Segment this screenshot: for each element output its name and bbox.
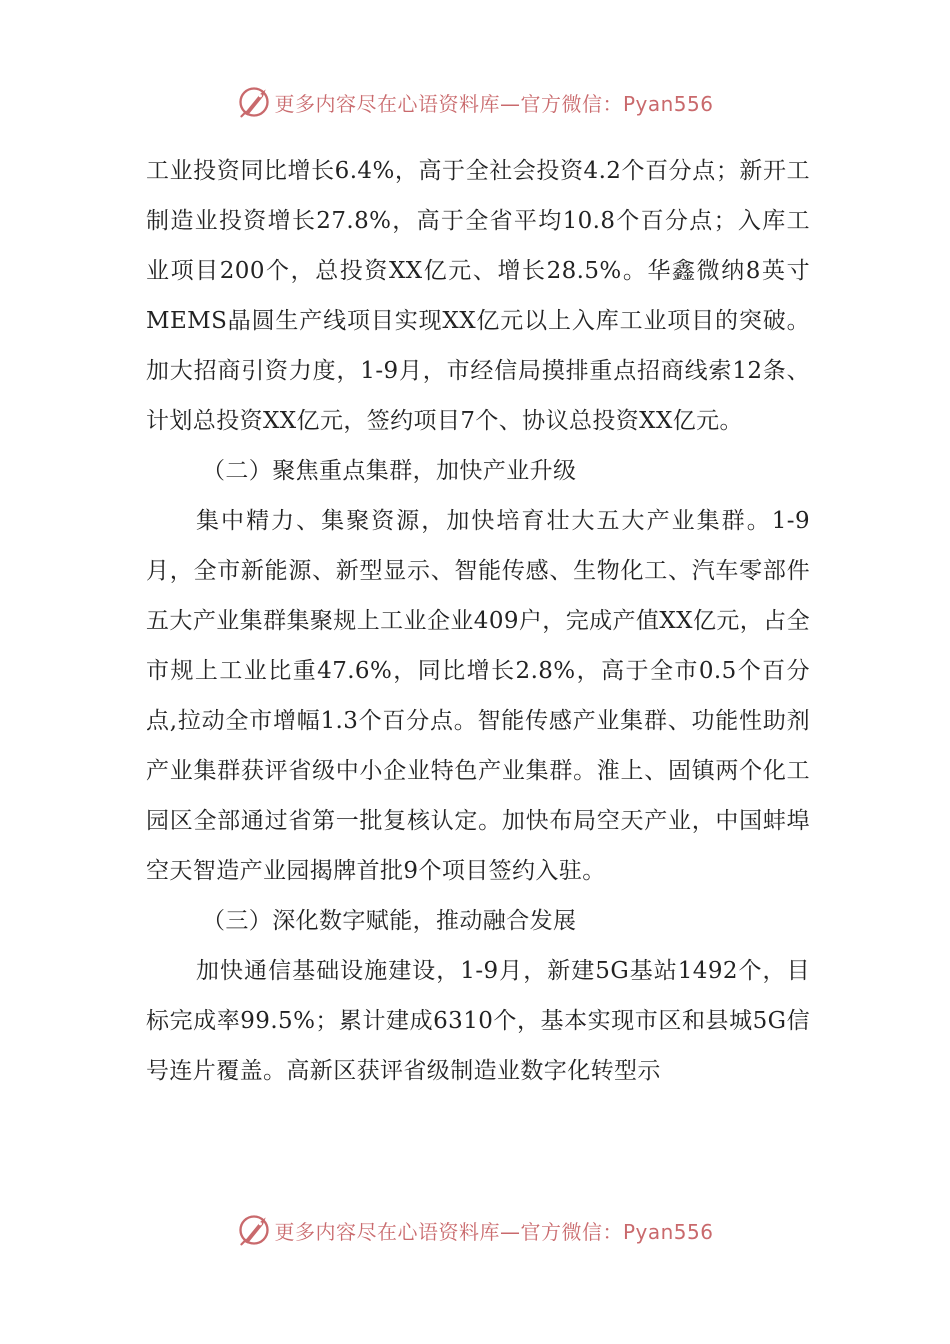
paragraph-clusters: 集中精力、集聚资源，加快培育壮大五大产业集群。1-9月，全市新能源、新型显示、智能传感、生物化工、汽车零部件五大产业集群集聚规上工业企业409户，完成产值XX亿元，占全市规上工业比重47.6%，同比增长2.8%，高于全市0.5个百分点,拉动全市增幅1.3个百分点。智能传感产业集群、功能性助剂产业集群获评省级中小企业特色产业集群。淮上、固镇两个化工园区全部通过省第一批复核认定。加快布局空天产业，中国蚌埠空天智造产业园揭牌首批9个项目签约入驻。 <box>146 508 810 884</box>
header-banner <box>0 80 950 124</box>
document-body <box>146 146 810 1096</box>
section-heading-2: （二）聚焦重点集群，加快产业升级 <box>202 458 577 484</box>
footer-banner <box>0 1208 950 1252</box>
pen-nib-logo-icon <box>236 1212 272 1248</box>
banner-text: 更多内容尽在心语资料库—官方微信：Pyan556 <box>274 91 714 116</box>
pen-nib-logo-icon <box>236 84 272 120</box>
section-heading-3: （三）深化数字赋能，推动融合发展 <box>202 908 577 934</box>
paragraph-digital: 加快通信基础设施建设，1-9月，新建5G基站1492个，目标完成率99.5%；累计建成6310个，基本实现市区和县城5G信号连片覆盖。高新区获评省级制造业数字化转型示 <box>146 958 810 1084</box>
paragraph-investment: 工业投资同比增长6.4%，高于全社会投资4.2个百分点；新开工制造业投资增长27.8%，高于全省平均10.8个百分点；入库工业项目200个，总投资XX亿元、增长28.5%。华鑫微纳8英寸MEMS晶圆生产线项目实现XX亿元以上入库工业项目的突破。加大招商引资力度，1-9月，市经信局摸排重点招商线索12条、计划总投资XX亿元，签约项目7个、协议总投资XX亿元。 <box>146 158 810 434</box>
banner-text: 更多内容尽在心语资料库—官方微信：Pyan556 <box>274 1219 714 1244</box>
